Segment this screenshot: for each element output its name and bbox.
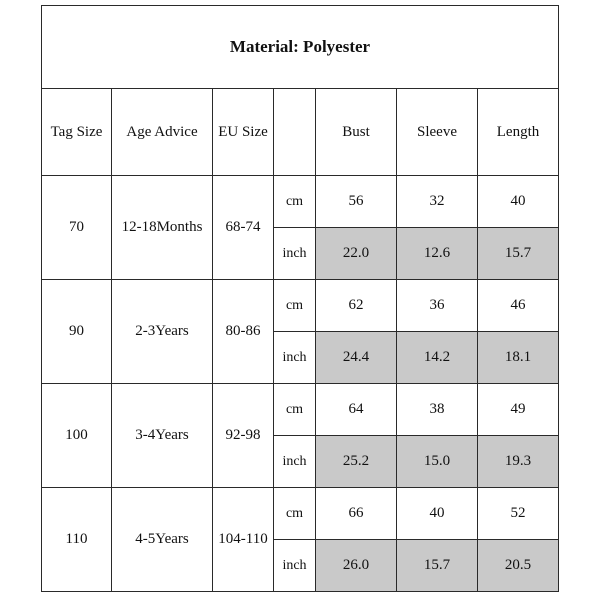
length-cell: 15.7 (478, 228, 559, 280)
table-title: Material: Polyester (42, 6, 559, 89)
bust-cell: 22.0 (316, 228, 397, 280)
length-cell: 20.5 (478, 540, 559, 592)
eu-size-cell: 92-98 (213, 384, 274, 488)
bust-cell: 26.0 (316, 540, 397, 592)
header-eu-size: EU Size (213, 89, 274, 176)
header-length: Length (478, 89, 559, 176)
bust-cell: 24.4 (316, 332, 397, 384)
age-advice-cell: 3-4Years (112, 384, 213, 488)
eu-size-cell: 80-86 (213, 280, 274, 384)
age-advice-cell: 2-3Years (112, 280, 213, 384)
unit-cell: cm (274, 176, 316, 228)
length-cell: 19.3 (478, 436, 559, 488)
header-sleeve: Sleeve (397, 89, 478, 176)
table-row-cm (42, 384, 559, 436)
unit-cell: inch (274, 436, 316, 488)
bust-cell: 25.2 (316, 436, 397, 488)
sleeve-cell: 15.0 (397, 436, 478, 488)
header-bust: Bust (316, 89, 397, 176)
tag-size-cell: 110 (42, 488, 112, 592)
length-cell: 40 (478, 176, 559, 228)
table-row-cm (42, 488, 559, 540)
sleeve-cell: 36 (397, 280, 478, 332)
sleeve-cell: 40 (397, 488, 478, 540)
length-cell: 18.1 (478, 332, 559, 384)
unit-cell: cm (274, 384, 316, 436)
eu-size-cell: 68-74 (213, 176, 274, 280)
tag-size-cell: 70 (42, 176, 112, 280)
header-age-advice: Age Advice (112, 89, 213, 176)
age-advice-cell: 4-5Years (112, 488, 213, 592)
unit-cell: inch (274, 228, 316, 280)
header-tag-size: Tag Size (42, 89, 112, 176)
bust-cell: 64 (316, 384, 397, 436)
length-cell: 52 (478, 488, 559, 540)
age-advice-cell: 12-18Months (112, 176, 213, 280)
header-unit (274, 89, 316, 176)
bust-cell: 56 (316, 176, 397, 228)
size-table (41, 5, 559, 592)
eu-size-cell: 104-110 (213, 488, 274, 592)
sleeve-cell: 12.6 (397, 228, 478, 280)
bust-cell: 66 (316, 488, 397, 540)
sleeve-cell: 14.2 (397, 332, 478, 384)
table-row-cm (42, 176, 559, 228)
length-cell: 46 (478, 280, 559, 332)
unit-cell: inch (274, 540, 316, 592)
unit-cell: cm (274, 280, 316, 332)
bust-cell: 62 (316, 280, 397, 332)
sleeve-cell: 32 (397, 176, 478, 228)
header-row (42, 89, 559, 176)
tag-size-cell: 90 (42, 280, 112, 384)
sleeve-cell: 15.7 (397, 540, 478, 592)
unit-cell: cm (274, 488, 316, 540)
length-cell: 49 (478, 384, 559, 436)
tag-size-cell: 100 (42, 384, 112, 488)
size-chart (41, 5, 559, 592)
table-row-cm (42, 280, 559, 332)
unit-cell: inch (274, 332, 316, 384)
sleeve-cell: 38 (397, 384, 478, 436)
